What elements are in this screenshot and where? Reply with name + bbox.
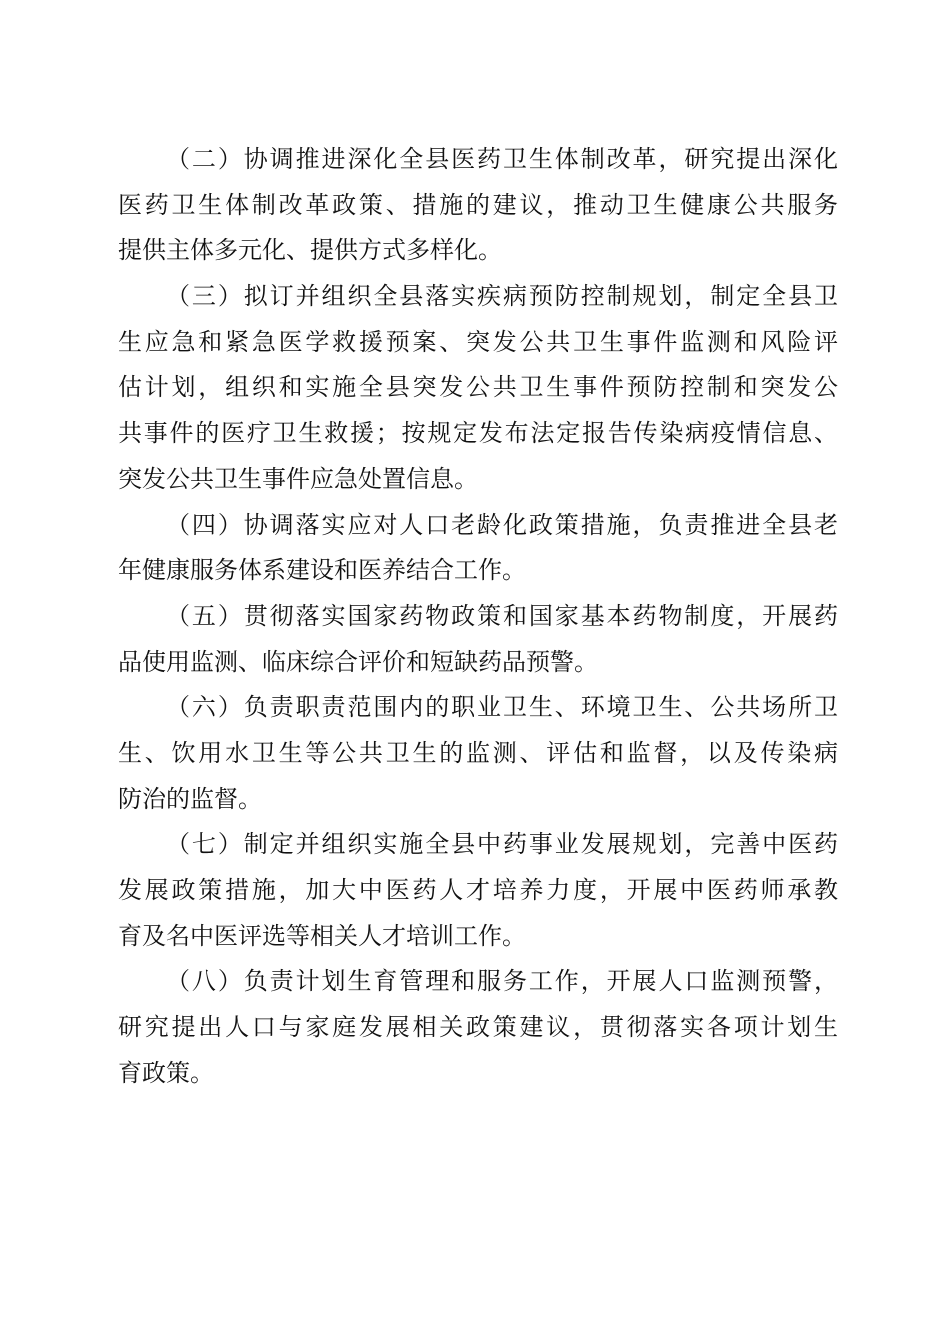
- paragraph-line: 年健康服务体系建设和医养结合工作。: [118, 556, 526, 585]
- paragraph-line: 研究提出人口与家庭发展相关政策建议，贯彻落实各项计划生: [118, 1013, 838, 1042]
- paragraph-line: 医药卫生体制改革政策、措施的建议，推动卫生健康公共服务: [118, 190, 838, 219]
- paragraph-line: （四）协调落实应对人口老龄化政策措施，负责推进全县老: [166, 510, 838, 539]
- document-body: [118, 137, 838, 1096]
- paragraph-line: 育政策。: [118, 1058, 214, 1087]
- paragraph-line: （二）协调推进深化全县医药卫生体制改革，研究提出深化: [166, 145, 838, 173]
- paragraph-line: 品使用监测、临床综合评价和短缺药品预警。: [118, 647, 598, 676]
- paragraph-line: 生、饮用水卫生等公共卫生的监测、评估和监督，以及传染病: [118, 738, 838, 767]
- paragraph-line: （三）拟订并组织全县落实疾病预防控制规划，制定全县卫: [166, 282, 838, 311]
- paragraph-7: [118, 822, 838, 959]
- paragraph-6: [118, 685, 838, 822]
- paragraph-line: 估计划，组织和实施全县突发公共卫生事件预防控制和突发公: [118, 373, 838, 402]
- paragraph-line: 共事件的医疗卫生救援；按规定发布法定报告传染病疫情信息、: [118, 419, 838, 448]
- paragraph-line: 育及名中医评选等相关人才培训工作。: [118, 921, 526, 950]
- paragraph-4: [118, 503, 838, 594]
- paragraph-line: 防治的监督。: [118, 784, 262, 813]
- paragraph-line: （八）负责计划生育管理和服务工作，开展人口监测预警，: [166, 967, 838, 996]
- paragraph-8: [118, 959, 838, 1096]
- paragraph-line: 发展政策措施，加大中医药人才培养力度，开展中医药师承教: [118, 876, 838, 904]
- paragraph-line: （五）贯彻落实国家药物政策和国家基本药物制度，开展药: [166, 601, 838, 630]
- paragraph-5: [118, 594, 838, 685]
- paragraph-line: 突发公共卫生事件应急处置信息。: [118, 464, 478, 493]
- paragraph-line: （七）制定并组织实施全县中药事业发展规划，完善中医药: [166, 830, 838, 859]
- paragraph-line: （六）负责职责范围内的职业卫生、环境卫生、公共场所卫: [166, 693, 838, 722]
- paragraph-2: [118, 137, 838, 274]
- paragraph-3: [118, 274, 838, 502]
- paragraph-line: 生应急和紧急医学救援预案、突发公共卫生事件监测和风险评: [118, 327, 838, 356]
- paragraph-line: 提供主体多元化、提供方式多样化。: [118, 236, 502, 265]
